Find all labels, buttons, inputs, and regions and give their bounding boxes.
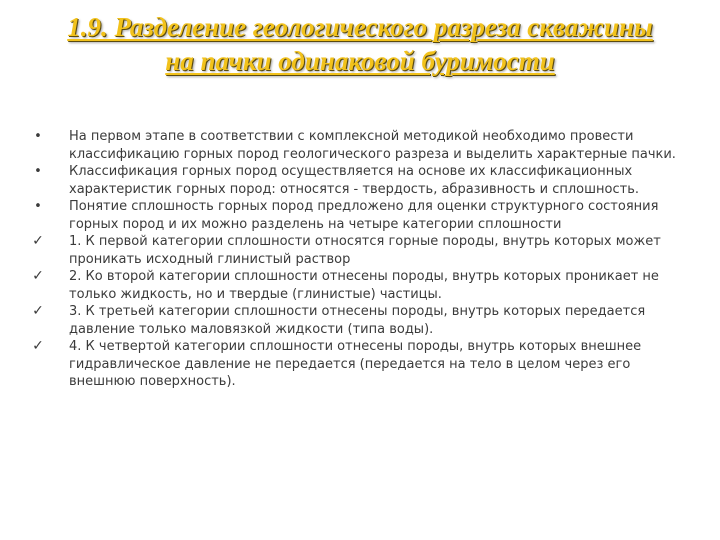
list-item-text: 1. К первой категории сплошности относятся горные породы, внутрь которых может проникать исходный глинистый раствор [69, 234, 661, 267]
list-item-text: На первом этапе в соответствии с комплексной методикой необходимо провести классификацию горных пород геологического разреза и выделить характерные пачки. [69, 129, 676, 162]
list-item-text: 2. Ко второй категории сплошности отнесены породы, внутрь которых проникает не только жидкость, но и твердые (глинистые) частицы. [69, 269, 659, 302]
list-item-text: 3. К третьей категории сплошности отнесены породы, внутрь которых передается давление только маловязкой жидкости (типа воды). [69, 304, 646, 337]
slide-title-line-1: 1.9. Разделение геологического разреза скважины [67, 12, 653, 42]
checkmark-icon: ✓ [32, 268, 44, 284]
list-item [28, 338, 698, 391]
slide-title [20, 10, 700, 78]
content-list [28, 128, 698, 391]
bullet-icon: • [34, 199, 42, 214]
list-item-text: Классификация горных пород осуществляется на основе их классификационных характеристик горных пород: относятся - твердость, абразивность и сплошность. [69, 164, 640, 197]
slide-title-line-2: на пачки одинаковой буримости [165, 46, 555, 76]
checkmark-icon: ✓ [32, 338, 44, 354]
checkmark-icon: ✓ [32, 233, 44, 249]
list-item [28, 268, 698, 303]
list-item [28, 198, 698, 233]
list-item-text: 4. К четвертой категории сплошности отнесены породы, внутрь которых внешнее гидравлическое давление не передается (передается на тело в целом через его внешнюю поверхность). [69, 339, 642, 389]
list-item-text: Понятие сплошность горных пород предложено для оценки структурного состояния горных пород и их можно разделень на четыре категории сплошности [69, 199, 659, 232]
list-item [28, 163, 698, 198]
checkmark-icon: ✓ [32, 303, 44, 319]
bullet-icon: • [34, 129, 42, 144]
list-item [28, 233, 698, 268]
bullet-icon: • [34, 164, 42, 179]
list-item [28, 303, 698, 338]
list-item [28, 128, 698, 163]
